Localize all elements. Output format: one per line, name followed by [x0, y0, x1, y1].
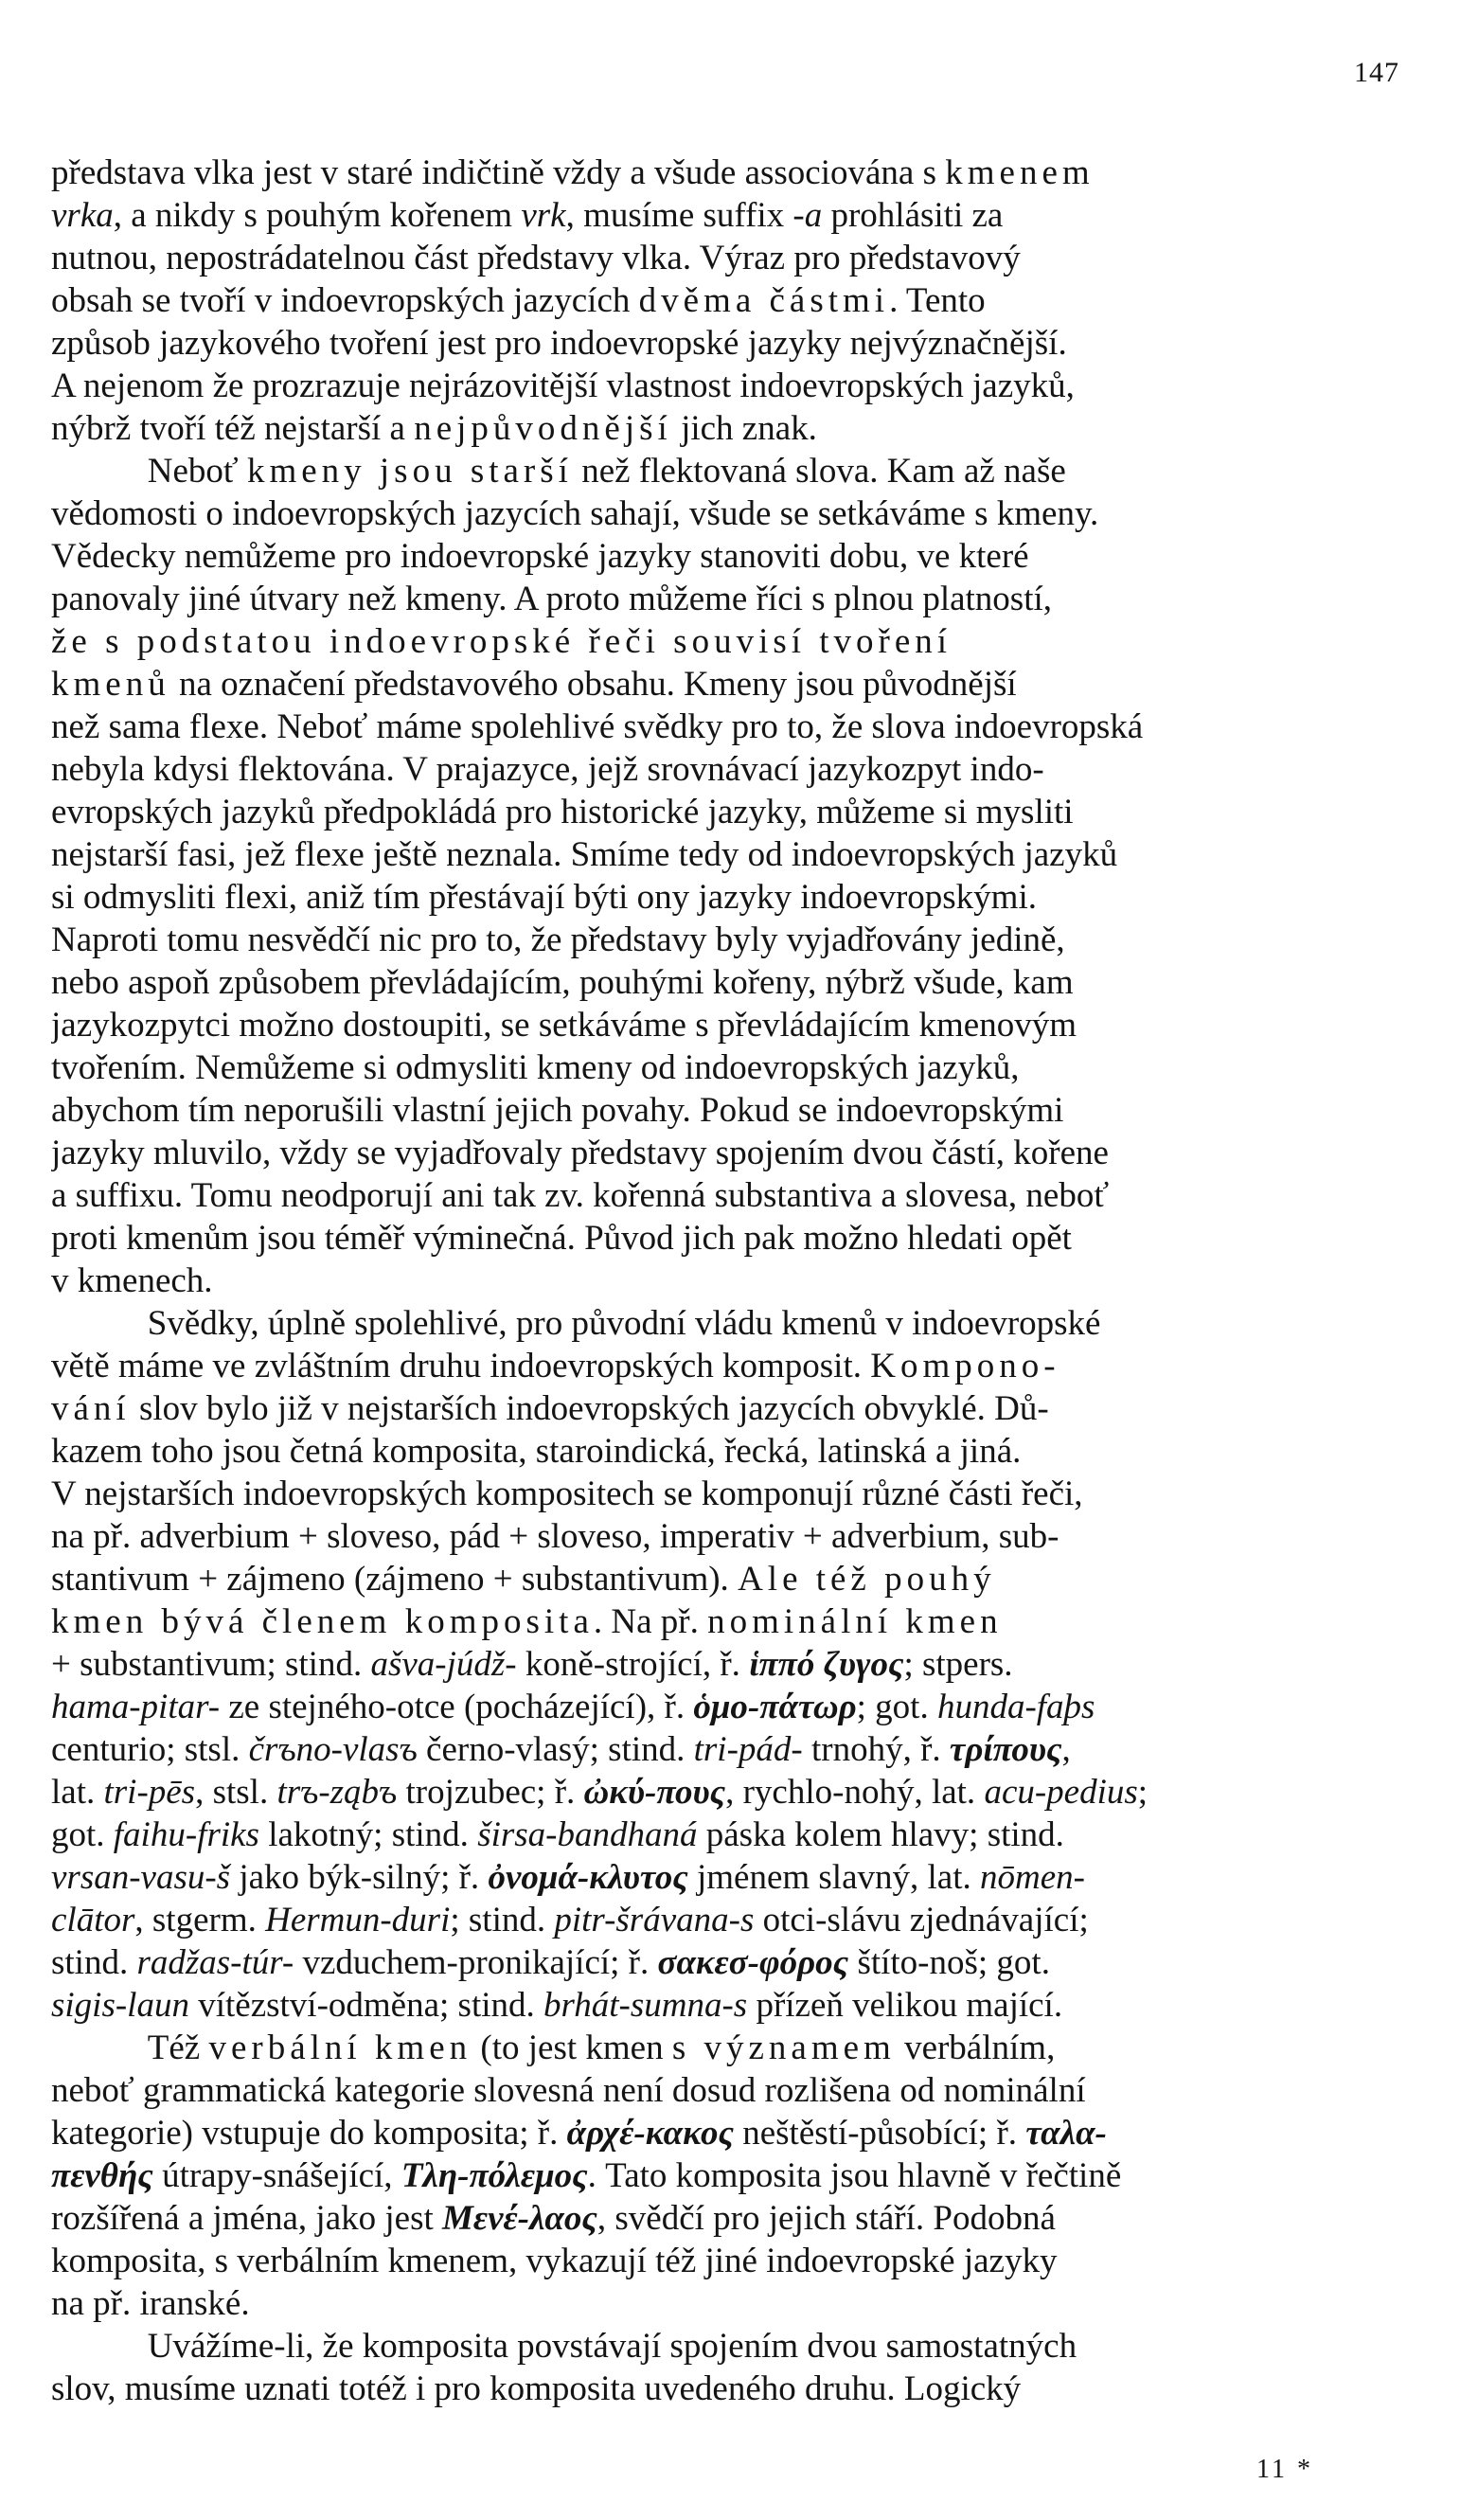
printer-signature-mark: 11 *: [1256, 2455, 1313, 2484]
spaced-emphasis: s významem: [671, 2029, 896, 2067]
text-line: nutnou, nepostrádatelnou část představy vlka. Výraz pro představový: [51, 239, 1021, 277]
greek-term: ὁμο-πάτωρ: [693, 1688, 857, 1726]
greek-term: Τλη-πόλεμος: [401, 2156, 588, 2195]
text-line: evropských jazyků předpokládá pro historické jazyky, můžeme si mysliti: [51, 793, 1074, 831]
text-line: [51, 620, 1415, 663]
body-text: [51, 152, 1415, 2410]
text-line: Vědecky nemůžeme pro indoevropské jazyky stanoviti dobu, ve které: [51, 537, 1029, 576]
spaced-emphasis: že s podstatou indoevropské řeči souvisí tvoření: [51, 622, 953, 661]
text-line: komposita, s verbálním kmenem, vykazují též jiné indoevropské jazyky: [51, 2242, 1058, 2280]
text-line: jazyky mluvilo, vždy se vyjadřovaly představy spojením dvou částí, kořene: [51, 1134, 1109, 1172]
text-line: kmen bývá členem komposita. Na př. nominální kmen: [51, 1602, 1003, 1641]
text-line: πενθής útrapy-snášející, Τλη-πόλεμος. Tato komposita jsou hlavně v řečtině: [51, 2156, 1122, 2195]
spaced-emphasis: Kompono-: [870, 1347, 1060, 1385]
text-line: vrsan-vasu-š jako býk-silný; ř. ὀνομά-κλυτος jménem slavný, lat. nōmen-: [51, 1858, 1085, 1897]
spaced-emphasis: vání: [51, 1389, 131, 1428]
italic-term: trъ-ząbъ: [276, 1773, 398, 1812]
italic-term: acu-pedius: [984, 1773, 1138, 1812]
text-line: tvořením. Nemůžeme si odmysliti kmeny od indoevropských jazyků,: [51, 1048, 1020, 1087]
spaced-emphasis: kmen bývá členem komposita: [51, 1602, 594, 1641]
text-line: hama-pitar- ze stejného-otce (pocházející), ř. ὁμο-πάτωρ; got. hunda-faþs: [51, 1688, 1095, 1726]
italic-term: tri-pád-: [693, 1730, 803, 1769]
italic-term: faihu-friks: [113, 1815, 259, 1854]
greek-term: πενθής: [51, 2156, 153, 2195]
italic-term: sigis-laun: [51, 1986, 189, 2025]
italic-term: vrk: [521, 196, 566, 235]
italic-term: hama-pitar-: [51, 1688, 221, 1726]
spaced-emphasis: dvěma částmi: [638, 281, 890, 320]
text-line: rozšířená a jména, jako jest Μενέ-λαος, svědčí pro jejich stáří. Podobná: [51, 2199, 1056, 2238]
text-line: v kmenech.: [51, 1261, 213, 1300]
italic-term: tri-pēs: [103, 1773, 196, 1812]
greek-term: ἱππό ζυγος: [749, 1645, 904, 1684]
italic-term: nōmen-: [980, 1858, 1085, 1897]
greek-term: ὠκύ-πους: [583, 1773, 726, 1812]
greek-term: ταλα-: [1025, 2114, 1107, 2153]
italic-term: radžas-túr-: [136, 1943, 294, 1982]
spaced-emphasis: kmeny jsou starší: [246, 452, 573, 491]
text-line: na př. iranské.: [51, 2284, 250, 2323]
text-line: Naproti tomu nesvědčí nic pro to, že představy byly vyjadřovány jedině,: [51, 920, 1065, 959]
text-line: V nejstarších indoevropských kompositech se komponují různé části řeči,: [51, 1474, 1083, 1513]
text-line: stind. radžas-túr- vzduchem-pronikající; ř. σακεσ-φόρος štíto-noš; got.: [51, 1943, 1050, 1982]
spaced-emphasis: Ale též pouhý: [738, 1560, 996, 1599]
text-line: vrka, a nikdy s pouhým kořenem vrk, musíme suffix -a prohlásiti za: [51, 196, 1004, 235]
text-line: větě máme ve zvláštním druhu indoevropských komposit. Kompono-: [51, 1347, 1060, 1385]
text-line: stantivum + zájmeno (zájmeno + substantivum). Ale též pouhý: [51, 1560, 996, 1599]
spaced-emphasis: verbální kmen: [208, 2029, 472, 2067]
text-line: kategorie) vstupuje do komposita; ř. ἀρχέ-κακος neštěstí-působící; ř. ταλα-: [51, 2114, 1107, 2153]
italic-term: brhát-sumna-s: [543, 1986, 748, 2025]
text-line: + substantivum; stind. ašva-júdž- koně-strojící, ř. ἱππό ζυγος; stpers.: [51, 1645, 1013, 1684]
text-line: způsob jazykového tvoření jest pro indoevropské jazyky nejvýznačnější.: [51, 324, 1067, 363]
text-line: Též verbální kmen (to jest kmen s významem verbálním,: [51, 2029, 1056, 2067]
spaced-emphasis: kmenů: [51, 665, 170, 704]
text-line: sigis-laun vítězství-odměna; stind. brhát-sumna-s přízeň velikou mající.: [51, 1986, 1063, 2025]
greek-term: ὀνομά-κλυτος: [488, 1858, 688, 1897]
text-line: abychom tím neporušili vlastní jejich povahy. Pokud se indoevropskými: [51, 1091, 1064, 1130]
text-line: si odmysliti flexi, aniž tím přestávají býti ony jazyky indoevropskými.: [51, 878, 1037, 917]
text-line: nebyla kdysi flektována. V prajazyce, jejž srovnávací jazykozpyt indo-: [51, 750, 1044, 789]
greek-term: σακεσ-φόρος: [657, 1943, 849, 1982]
text-line: vědomosti o indoevropských jazycích sahají, všude se setkáváme s kmeny.: [51, 494, 1099, 533]
italic-term: hunda-faþs: [936, 1688, 1095, 1726]
text-line: než sama flexe. Neboť máme spolehlivé svědky pro to, že slova indoevropská: [51, 707, 1144, 746]
text-line: clātor, stgerm. Hermun-duri; stind. pitr-šrávana-s otci-slávu zjednávající;: [51, 1901, 1089, 1939]
text-line: Uvážíme-li, že komposita povstávají spojením dvou samostatných: [51, 2327, 1077, 2366]
italic-term: vrsan-vasu-š: [51, 1858, 231, 1897]
text-line: Neboť kmeny jsou starší než flektovaná slova. Kam až naše: [51, 452, 1066, 491]
text-line: panovaly jiné útvary než kmeny. A proto můžeme říci s plnou platností,: [51, 580, 1053, 618]
text-line: vání slov bylo již v nejstarších indoevropských jazycích obvyklé. Dů-: [51, 1389, 1049, 1428]
italic-term: ašva-júdž-: [370, 1645, 517, 1684]
italic-term: Hermun-duri: [265, 1901, 451, 1939]
greek-term: τρίπους: [949, 1730, 1062, 1769]
text-line: kazem toho jsou četná komposita, staroindická, řecká, latinská a jiná.: [51, 1432, 1022, 1471]
italic-term: pitr-šrávana-s: [554, 1901, 755, 1939]
italic-term: a: [804, 196, 823, 235]
text-line: slov, musíme uznati totéž i pro komposita uvedeného druhu. Logický: [51, 2369, 1022, 2408]
text-line: Svědky, úplně spolehlivé, pro původní vládu kmenů v indoevropské: [51, 1304, 1101, 1343]
italic-term: črъno-vlasъ: [248, 1730, 418, 1769]
text-line: neboť grammatická kategorie slovesná není dosud rozlišena od nominální: [51, 2071, 1086, 2110]
text-line: A nejenom že prozrazuje nejrázovitější vlastnost indoevropských jazyků,: [51, 366, 1075, 405]
text-line: kmenů na označení představového obsahu. Kmeny jsou původnější: [51, 665, 1017, 704]
spaced-emphasis: kmenem: [945, 153, 1095, 192]
text-line: nebo aspoň způsobem převládajícím, pouhými kořeny, nýbrž všude, kam: [51, 963, 1074, 1002]
text-line: představa vlka jest v staré indičtině vždy a všude associována s kmenem: [51, 153, 1095, 192]
greek-term: Μενέ-λαος: [442, 2199, 597, 2238]
text-line: jazykozpytci možno dostoupiti, se setkáváme s převládajícím kmenovým: [51, 1006, 1077, 1045]
text-line: obsah se tvoří v indoevropských jazycích dvěma částmi. Tento: [51, 281, 986, 320]
italic-term: clātor: [51, 1901, 135, 1939]
spaced-emphasis: nejpůvodnější: [414, 409, 672, 448]
italic-term: širsa-bandhaná: [477, 1815, 698, 1854]
greek-term: ἀρχέ-κακος: [566, 2114, 734, 2153]
text-line: centurio; stsl. črъno-vlasъ černo-vlasý; stind. tri-pád- trnohý, ř. τρίπους,: [51, 1730, 1071, 1769]
text-line: got. faihu-friks lakotný; stind. širsa-bandhaná páska kolem hlavy; stind.: [51, 1815, 1064, 1854]
text-line: na př. adverbium + sloveso, pád + sloveso, imperativ + adverbium, sub-: [51, 1517, 1059, 1556]
text-line: lat. tri-pēs, stsl. trъ-ząbъ trojzubec; ř. ὠκύ-πους, rychlo-nohý, lat. acu-pedius;: [51, 1773, 1148, 1812]
page-number: 147: [1354, 57, 1399, 88]
spaced-emphasis: nominální kmen: [707, 1602, 1003, 1641]
text-line: nýbrž tvoří též nejstarší a nejpůvodnější jich znak.: [51, 409, 817, 448]
italic-term: vrka: [51, 196, 114, 235]
text-line: nejstarší fasi, jež flexe ještě neznala. Smíme tedy od indoevropských jazyků: [51, 835, 1118, 874]
text-line: a suffixu. Tomu neodporují ani tak zv. kořenná substantiva a slovesa, neboť: [51, 1176, 1110, 1215]
text-line: proti kmenům jsou téměř výminečná. Původ jich pak možno hledati opět: [51, 1219, 1072, 1258]
